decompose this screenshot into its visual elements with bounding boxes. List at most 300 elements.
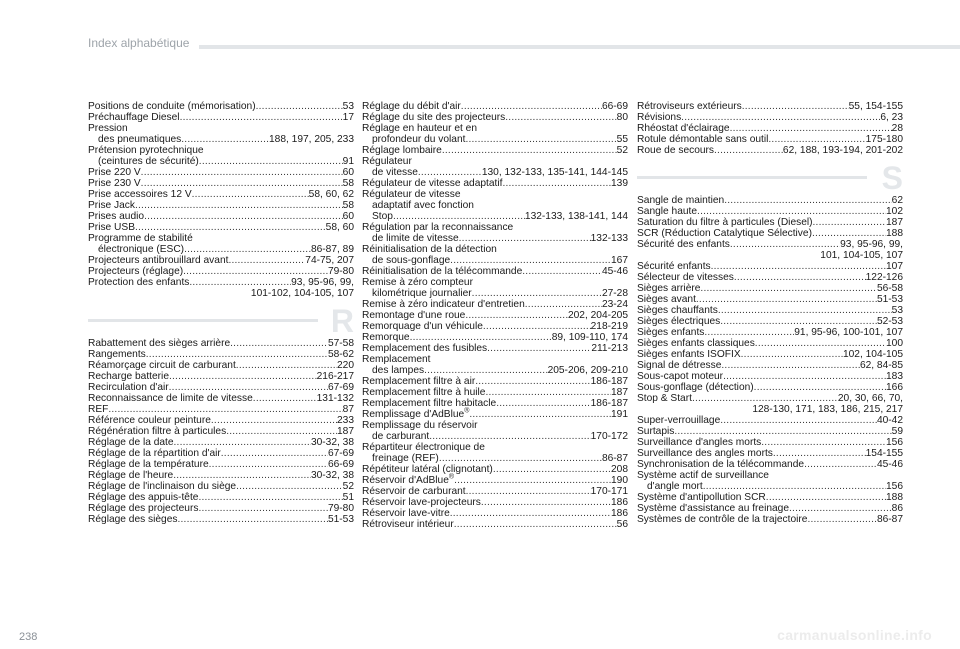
entry-label-text: Projecteurs antibrouillard avant [88,255,229,266]
entry-label [637,228,812,239]
index-entry [362,497,628,508]
index-entry [88,360,354,371]
entry-pages: 89, 109-110, 174 [551,332,628,343]
entry-label [372,365,424,376]
entry-label [98,156,199,167]
entry-label-text: Remorquage d'un véhicule [362,321,483,332]
section-letter: S [881,160,903,196]
leader-dots [485,387,611,398]
entry-label-text: Réglage de l'inclinaison du siège [88,481,237,492]
index-heading: Remplissage du réservoir [362,420,478,431]
entry-label [637,123,730,134]
entry-label-text: Projecteurs (réglage) [88,266,184,277]
entry-label [637,145,714,156]
leader-dots [813,217,886,228]
entry-pages: 130, 132-133, 135-141, 144-145 [481,167,628,178]
index-entry [362,387,628,398]
leader-dots [481,497,611,508]
index-entry [637,261,903,272]
entry-label [637,448,773,459]
entry-label-text: Système d'antipollution SCR [637,492,766,503]
entry-label [637,101,742,112]
leader-dots [230,338,328,349]
index-entry [88,371,354,382]
entry-pages: 216-217 [316,371,354,382]
entry-label [637,239,730,250]
leader-dots [236,481,343,492]
index-entry [362,178,628,189]
entry-pages: 74-75, 207 [305,255,354,266]
index-entry [362,255,628,266]
entry-pages: 60 [342,167,354,178]
entry-label-text: kilométrique journalier [372,288,472,299]
index-heading: Régulateur de vitesse [362,189,461,200]
leader-dots [804,459,877,470]
entry-label [637,459,804,470]
leader-dots [493,464,611,475]
entry-label [88,189,192,200]
entry-pages: 62, 188, 193-194, 201-202 [782,145,903,156]
entry-label-text: Roue de secours [637,145,715,156]
entry-pages: 52-53 [876,316,903,327]
leader-dots [173,470,311,481]
leader-dots [720,316,877,327]
index-entry [362,365,628,376]
entry-label [88,437,174,448]
entry-pages: 131-132 [316,393,354,404]
entry-label-text: Rhéostat d'éclairage [637,123,730,134]
entry-label [637,360,721,371]
entry-label-text: Super-verrouillage [637,415,721,426]
leader-dots [450,508,611,519]
entry-pages: 51 [342,492,354,503]
entry-label-text: Stop [372,211,393,222]
index-entry [637,327,903,338]
entry-label [637,134,768,145]
index-entry [362,299,628,310]
leader-dots [424,365,547,376]
leader-dots [393,211,525,222]
entry-label-text: de limite de vitesse [372,233,459,244]
index-entry [88,211,354,222]
index-entry [362,101,628,112]
entry-label-text: électronique (ESC) [98,244,185,255]
index-heading: Régulation par la reconnaissance [362,222,514,233]
entry-pages: 102, 104-105 [842,349,903,360]
entry-pages: 66-69 [601,101,628,112]
entry-label-text: Synchronisation de la télécommande [637,459,805,470]
entry-pages: 122-126 [865,272,903,283]
entry-label-text: Sièges électriques [637,316,721,327]
entry-pages: 56 [616,519,628,530]
entry-label [637,393,692,404]
leader-dots [704,327,794,338]
entry-label [88,167,141,178]
index-entry [637,349,903,360]
entry-label-text: Sièges enfants [637,327,705,338]
index-entry [637,195,903,206]
entry-label [637,305,718,316]
entry-label-text: Prises audio [88,211,145,222]
index-entry [637,123,903,134]
leader-dots [674,426,891,437]
entry-label-text: Sécurité enfants [637,261,711,272]
entry-label-text: Réglage de l'heure [88,470,174,481]
entry-label [372,453,439,464]
entry-label-text: Prise 220 V [88,167,141,178]
leader-dots [189,277,291,288]
entry-label [637,327,704,338]
entry-label-text: Remplacement filtre habitacle [362,398,497,409]
entry-label-text: Réservoir lave-projecteurs [362,497,481,508]
entry-pages: 17 [342,112,354,123]
leader-dots [442,145,617,156]
entry-label-text: Sangle de maintien [637,195,725,206]
leader-dots [466,486,591,497]
index-entry [362,321,628,332]
index-entry [637,101,903,112]
entry-label-text: Prise 230 V [88,178,141,189]
index-entry [88,503,354,514]
leader-dots [711,261,886,272]
entry-label [88,360,236,371]
entry-pages: 202, 204-205 [567,310,628,321]
index-entry [88,426,354,437]
entry-label-text: Référence couleur peinture [88,415,211,426]
entry-label-text: Rabattement des sièges arrière [88,338,231,349]
index-entry [362,398,628,409]
entry-pages: 51-53 [327,514,354,525]
leader-dots [496,398,590,409]
entry-label [637,382,754,393]
index-entry [362,376,628,387]
index-entry [88,112,354,123]
leader-dots [108,404,342,415]
entry-label-text: Remorque [362,332,410,343]
entry-pages: 30-32, 38 [310,470,354,481]
entry-label-text: Régénération filtre à particules [88,426,227,437]
index-page-continuation: 101-102, 104-105, 107 [250,288,354,299]
index-entry [88,156,354,167]
entry-label-text: REF [88,404,109,415]
entry-label-text: d'angle mort [647,481,703,492]
entry-label-text: Réglage des sièges [88,514,178,525]
entry-label-text: Réglage du débit d'air [362,101,461,112]
leader-dots [141,178,343,189]
index-entry [88,437,354,448]
leader-dots [720,415,877,426]
entry-label-text: SCR (Réduction Catalytique Sélective) [637,228,812,239]
entry-pages: 79-80 [327,266,354,277]
leader-dots [450,255,611,266]
entry-pages: 55 [616,134,628,145]
leader-dots [465,134,616,145]
entry-label [98,244,184,255]
entry-label [372,211,393,222]
entry-label [362,376,475,387]
entry-pages: 86-87 [601,453,628,464]
entry-label [362,508,450,519]
entry-pages: 211-213 [591,343,628,354]
index-entry [362,332,628,343]
leader-dots [681,112,880,123]
leader-dots [461,101,602,112]
entry-label-text: Prise Jack [88,200,135,211]
entry-label [362,497,481,508]
leader-dots [723,371,886,382]
entry-label-text: de sous-gonflage [372,255,451,266]
leader-dots [766,492,886,503]
entry-pages: 191 [611,409,628,420]
page-title: Index alphabétique [88,36,199,50]
leader-dots [483,321,591,332]
index-entry [88,189,354,200]
entry-pages: 6, 23 [880,112,903,123]
entry-pages: 93, 95-96, 99, [291,277,354,288]
leader-dots [700,283,877,294]
entry-pages: 154-155 [865,448,903,459]
index-heading: Pression [88,123,128,134]
index-entry [88,514,354,525]
entry-label [647,481,703,492]
entry-label-text: Saturation du filtre à particules (Diesel) [637,217,813,228]
index-entry [637,437,903,448]
index-entry [362,464,628,475]
index-entry [362,453,628,464]
index-entry [637,338,903,349]
entry-pages: 190 [611,475,628,486]
entry-pages: 60 [342,211,354,222]
entry-label [362,266,522,277]
entry-pages: 58, 60 [325,222,354,233]
index-entry [637,514,903,525]
entry-label [362,464,493,475]
leader-dots [465,310,568,321]
entry-label [88,200,135,211]
section-divider [637,160,903,196]
entry-label [362,387,485,398]
entry-pages: 58 [342,200,354,211]
leader-dots [714,145,783,156]
leader-dots [211,415,337,426]
entry-label-text: Régulateur de vitesse adaptatif [362,178,503,189]
entry-pages: 186-187 [590,398,628,409]
index-entry [88,255,354,266]
page-number: 238 [19,631,38,643]
entry-pages: 86-87 [876,514,903,525]
entry-label-text: Signal de détresse [637,360,722,371]
index-entry [637,228,903,239]
index-page-continuation: 128-130, 171, 183, 186, 215, 217 [752,404,903,415]
leader-dots [692,393,838,404]
entry-pages: 186-187 [590,376,628,387]
index-entry [637,206,903,217]
entry-pages: 132-133, 138-141, 144 [524,211,628,222]
entry-label [372,431,429,442]
entry-pages: 27-28 [601,288,628,299]
entry-pages: 187 [886,217,903,228]
entry-label-text: Prise accessoires 12 V [88,189,192,200]
entry-label [637,217,813,228]
index-heading: Régulateur [362,156,412,167]
entry-pages: 188 [886,228,903,239]
entry-pages: 23-24 [601,299,628,310]
entry-label [88,101,256,112]
index-entry [362,519,628,530]
index-entry [637,145,903,156]
entry-pages: 220 [337,360,354,371]
entry-pages: 62 [891,195,903,206]
watermark: carmanualsonline.info [777,627,932,643]
entry-label [362,178,502,189]
entry-label [372,167,418,178]
index-entry [637,415,903,426]
leader-dots [741,349,843,360]
entry-pages: 58-62 [327,349,354,360]
entry-label [637,349,741,360]
entry-pages: 53 [342,101,354,112]
leader-dots [169,371,317,382]
index-entry [88,222,354,233]
entry-label-text: Remplacement filtre à huile [362,387,486,398]
leader-dots [730,123,892,134]
leader-dots [522,266,602,277]
entry-pages: 86-87, 89 [310,244,354,255]
entry-label-text: Réglage de la date [88,437,174,448]
entry-pages: 187 [611,387,628,398]
entry-pages: 233 [337,415,354,426]
entry-label [88,503,198,514]
entry-pages: 218-219 [590,321,628,332]
leader-dots [169,382,328,393]
leader-dots [773,448,866,459]
leader-dots [730,239,840,250]
entry-pages: 55, 154-155 [848,101,903,112]
index-entry [637,393,903,404]
index-entry [362,134,628,145]
index-entry [88,404,354,415]
index-entry [88,382,354,393]
entry-label [88,277,189,288]
index-entry [362,343,628,354]
entry-label [98,134,181,145]
entry-label-text: Réglage de la température [88,459,209,470]
entry-label-text: Surtapis [637,426,675,437]
index-entry [88,244,354,255]
index-entry [88,134,354,145]
leader-dots [721,360,860,371]
entry-pages: 100 [886,338,903,349]
entry-label-text: Réservoir de carburant [362,486,466,497]
index-entry [88,277,354,288]
index-column-2 [362,101,628,530]
index-entry [637,316,903,327]
entry-label [372,134,465,145]
entry-pages: 107 [886,261,903,272]
leader-dots [487,343,591,354]
index-entry [88,101,354,112]
entry-label [637,294,696,305]
index-entry [637,294,903,305]
index-entry [88,481,354,492]
leader-dots [807,514,876,525]
index-entry [637,503,903,514]
entry-label [88,426,226,437]
entry-pages: 166 [886,382,903,393]
entry-pages: 45-46 [876,459,903,470]
registered-mark: ® [464,407,470,415]
leader-dots [198,503,328,514]
leader-dots [502,178,611,189]
entry-label [88,371,169,382]
index-entry [362,211,628,222]
leader-dots [696,294,877,305]
index-entry [637,448,903,459]
entry-label-text: Réglage des projecteurs [88,503,199,514]
leader-dots [177,514,327,525]
index-entry [362,475,628,486]
leader-dots [734,272,866,283]
entry-label-text: Sélecteur de vitesses [637,272,734,283]
leader-dots [418,167,482,178]
entry-label [362,299,525,310]
entry-pages: 51-53 [876,294,903,305]
entry-pages: 208 [611,464,628,475]
entry-pages: 132-133 [590,233,628,244]
leader-dots [755,338,886,349]
entry-label [88,338,230,349]
entry-label-text: Préchauffage Diesel [88,112,180,123]
leader-dots [718,305,892,316]
entry-label-text: Remplacement des fusibles [362,343,488,354]
entry-label [88,514,177,525]
entry-pages: 67-69 [327,448,354,459]
entry-label [637,492,766,503]
entry-label [637,206,697,217]
leader-dots [141,167,343,178]
leader-dots [410,332,552,343]
entry-label [637,283,700,294]
entry-label-text: Sangle haute [637,206,698,217]
entry-label [362,145,442,156]
entry-pages: 188 [886,492,903,503]
entry-label [88,382,169,393]
index-entry [88,393,354,404]
entry-label [637,437,761,448]
entry-pages: 183 [886,371,903,382]
index-entry [637,134,903,145]
index-heading: Réglage en hauteur et en [362,123,477,134]
index-entry [88,415,354,426]
section-rule [637,176,867,179]
entry-label-text: de carburant [372,431,430,442]
entry-label [88,492,198,503]
entry-label-text: Sièges enfants classiques [637,338,755,349]
entry-label-text: Sous-capot moteur [637,371,724,382]
entry-pages: 86 [891,503,903,514]
entry-pages: 67-69 [327,382,354,393]
index-heading: Système actif de surveillance [637,470,769,481]
index-entry [362,486,628,497]
entry-label-text: Prise USB [88,222,135,233]
index-page-continuation: 101, 104-105, 107 [820,250,903,261]
leader-dots [812,228,886,239]
index-entry [362,266,628,277]
entry-label [637,112,681,123]
index-heading: Réinitialisation de la détection [362,244,497,255]
index-entry [362,431,628,442]
entry-label [88,459,209,470]
